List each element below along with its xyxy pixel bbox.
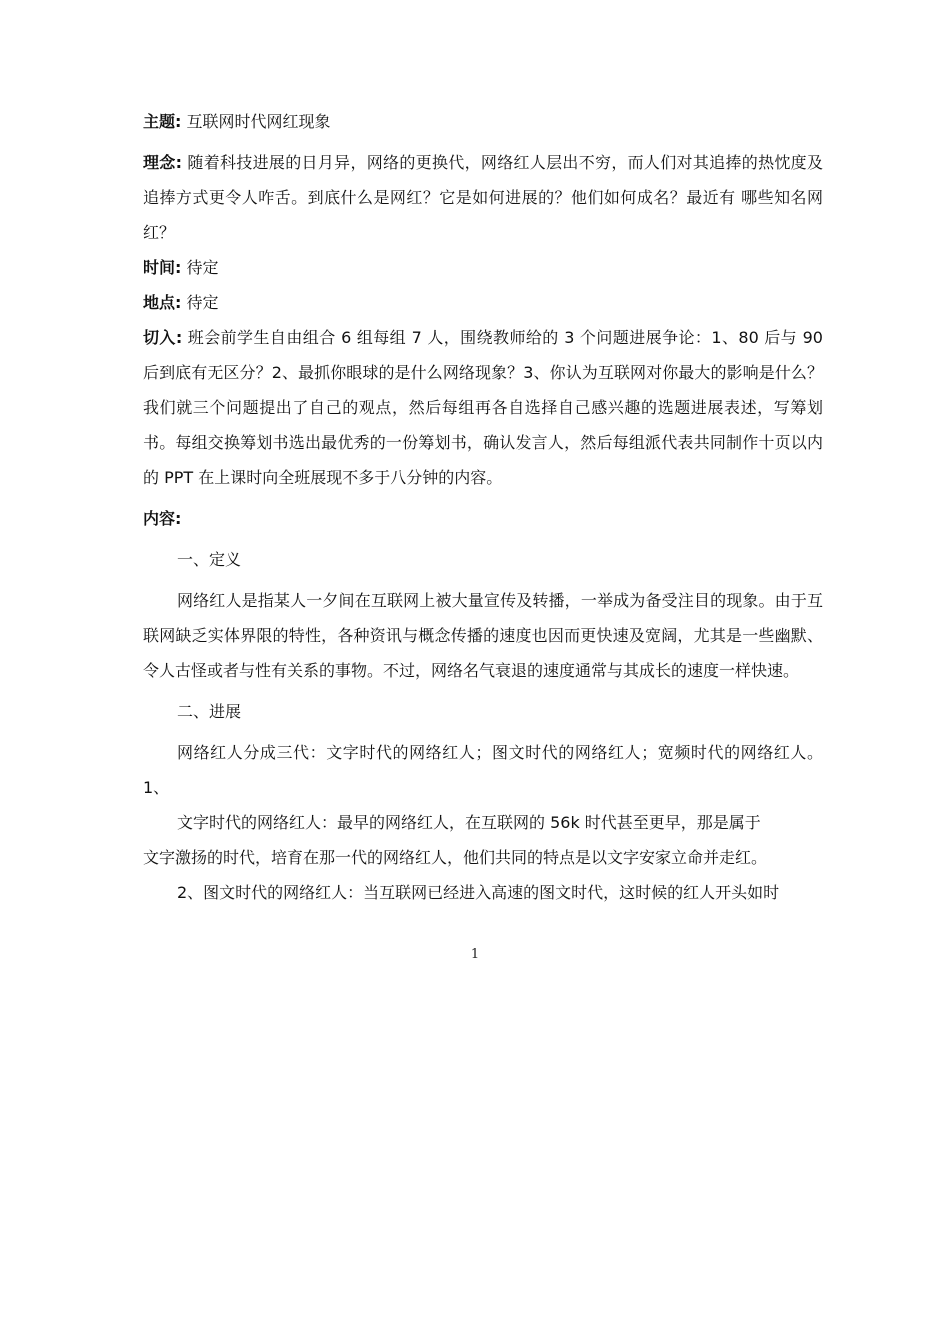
page-number: 1 bbox=[470, 947, 480, 962]
entry-label: 切入: bbox=[143, 328, 183, 347]
entry-value: 班会前学生自由组合 6 组每组 7 人，围绕教师给的 3 个问题进展争论：1、80 后与 90 后到底有无区分？2、最抓你眼球的是什么网络现象？3、你认为互联网对你最大的影响是什么？我们就三个问题提出了自己的观点，然后每组再各自选择自己感兴趣的选题进展表述，写筹划书。每组交换筹划书选出最优秀的一份筹划书，确认发言人，然后每组派代表共同制作十页以内的 PPT 在上课时向全班展现不多于八分钟的内容。 bbox=[143, 328, 823, 487]
theme-line bbox=[143, 104, 823, 139]
time-line bbox=[143, 250, 823, 285]
section-development-paragraph-2-line-1: 文字时代的网络红人：最早的网络红人，在互联网的 56k 时代甚至更早，那是属于 bbox=[177, 813, 761, 832]
section-definition-paragraph: 网络红人是指某人一夕间在互联网上被大量宣传及转播，一举成为备受注目的现象。由于互联网缺乏实体界限的特性，各种资讯与概念传播的速度也因而更快速及宽阔，尤其是一些幽默、令人古怪或者与性有关系的事物。不过，网络名气衰退的速度通常与其成长的速度一样快速。 bbox=[143, 591, 823, 680]
concept-value: 随着科技进展的日月异，网络的更换代，网络红人层出不穷，而人们对其追捧的热忱度及追捧方式更令人咋舌。到底什么是网红？它是如何进展的？他们如何成名？最近有 哪些知名网红？ bbox=[143, 153, 823, 242]
content-label: 内容: bbox=[143, 509, 182, 528]
section-development-paragraph-3: 2、图文时代的网络红人：当互联网已经进入高速的图文时代，这时候的红人开头如时 bbox=[177, 883, 780, 902]
section-development-heading: 二、进展 bbox=[177, 702, 242, 721]
concept-label: 理念: bbox=[143, 153, 183, 172]
time-value: 待定 bbox=[186, 258, 219, 277]
place-value: 待定 bbox=[186, 293, 219, 312]
section-development-paragraph-2-line-2: 文字激扬的时代，培育在那一代的网络红人，他们共同的特点是以文字安家立命并走红。 bbox=[143, 848, 768, 867]
entry-paragraph bbox=[143, 320, 823, 495]
theme-value: 互联网时代网红现象 bbox=[186, 112, 331, 131]
section-development-paragraph-1: 网络红人分成三代：文字时代的网络红人；图文时代的网络红人；宽频时代的网络红人。 1、 bbox=[143, 743, 823, 797]
place-label: 地点: bbox=[143, 293, 182, 312]
theme-label: 主题: bbox=[143, 112, 182, 131]
concept-paragraph bbox=[143, 145, 823, 250]
place-line bbox=[143, 285, 823, 320]
document-body bbox=[143, 104, 823, 910]
time-label: 时间: bbox=[143, 258, 182, 277]
section-definition-heading: 一、定义 bbox=[177, 550, 242, 569]
content-line bbox=[143, 501, 823, 536]
